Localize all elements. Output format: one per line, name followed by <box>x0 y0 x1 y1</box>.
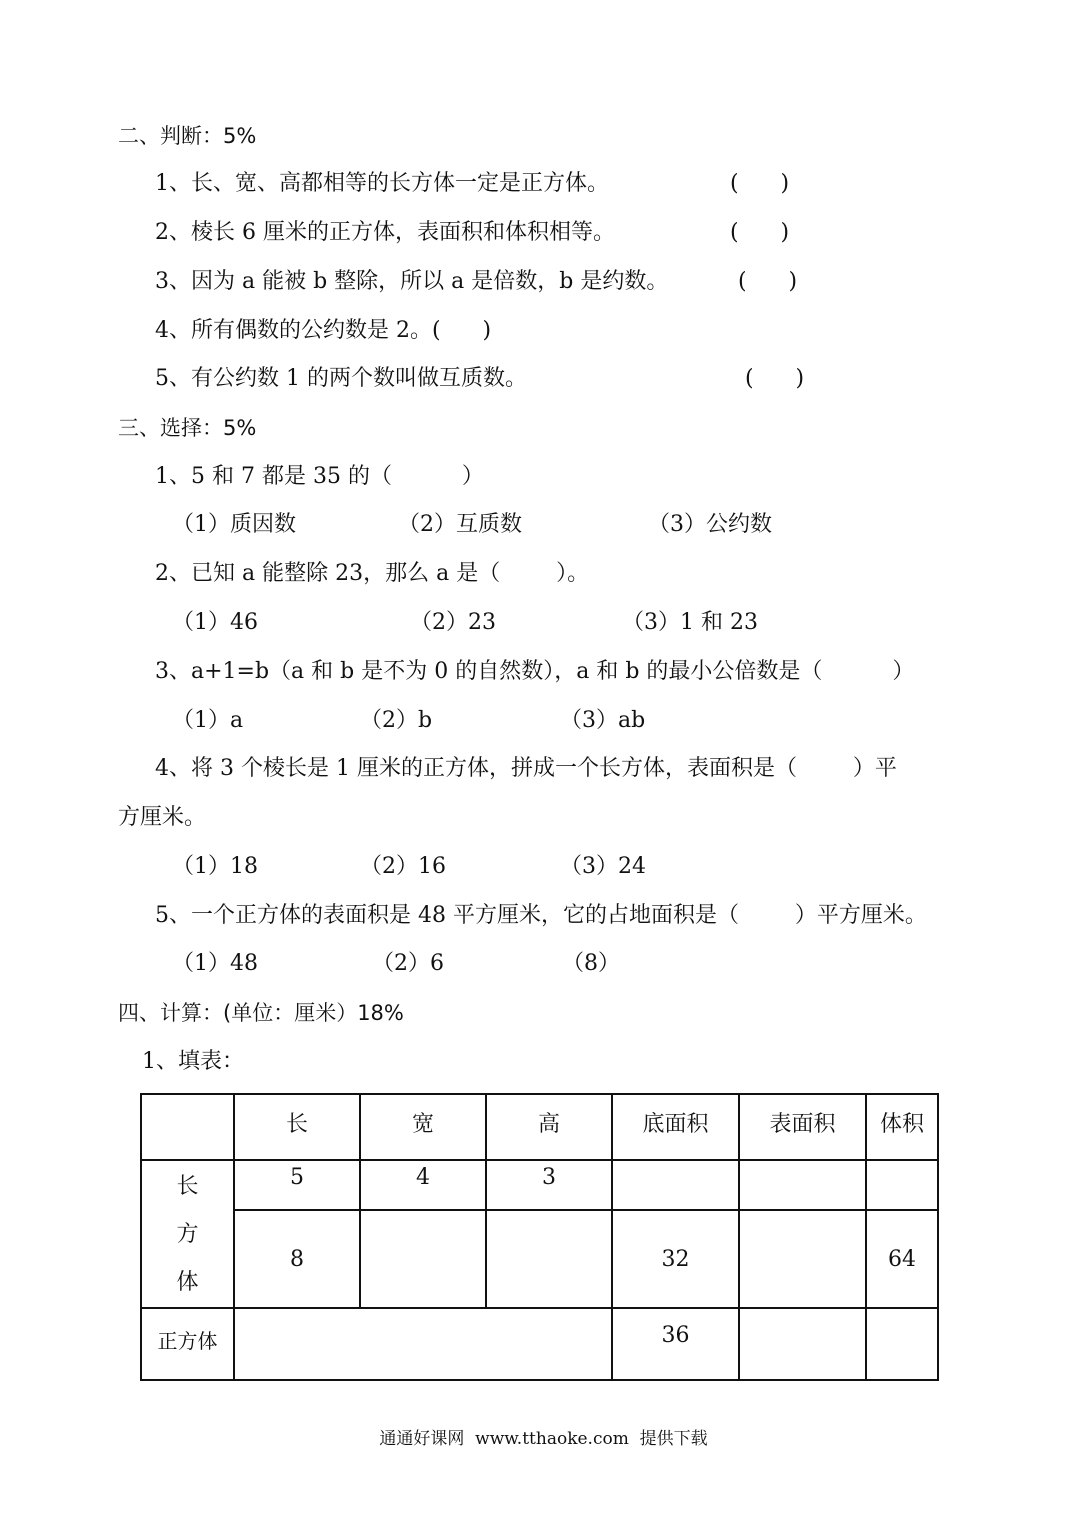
cuboid1-length: 5 <box>234 1160 360 1210</box>
cuboid2-surface-area[interactable] <box>739 1210 866 1308</box>
header-base-area: 底面积 <box>612 1094 739 1160</box>
cuboid-group-label <box>141 1160 234 1308</box>
cuboid2-base-area: 32 <box>612 1210 739 1308</box>
judge-item-2: 2、棱长 6 厘米的正方体，表面积和体积相等。 <box>155 220 615 245</box>
cuboid2-width[interactable] <box>360 1210 486 1308</box>
cuboid1-width: 4 <box>360 1160 486 1210</box>
header-volume: 体积 <box>866 1094 938 1160</box>
cube-dimensions[interactable] <box>234 1308 612 1380</box>
choice-q2-option-3[interactable]: （3）1 和 23 <box>622 610 758 635</box>
cuboid-label-char-2: 方 <box>176 1222 199 1247</box>
fill-table <box>140 1093 939 1381</box>
choice-q3-option-2[interactable]: （2）b <box>360 708 433 733</box>
cuboid2-height[interactable] <box>486 1210 612 1308</box>
cube-base-area: 36 <box>612 1308 739 1380</box>
header-width: 宽 <box>360 1094 486 1160</box>
judge-answer-3[interactable]: ( ) <box>738 269 798 294</box>
judge-answer-1[interactable]: ( ) <box>730 171 790 196</box>
judge-answer-5[interactable]: ( ) <box>745 366 805 391</box>
judge-answer-2[interactable]: ( ) <box>730 220 790 245</box>
choice-q2-option-2[interactable]: （2）23 <box>410 610 496 635</box>
choice-q4-continued: 方厘米。 <box>118 805 207 830</box>
cube-volume[interactable] <box>866 1308 938 1380</box>
judge-item-4: 4、所有偶数的公约数是 2。( ) <box>155 318 492 343</box>
header-surface-area: 表面积 <box>739 1094 866 1160</box>
fill-table-instruction: 1、填表： <box>142 1049 244 1074</box>
choice-q1-option-1[interactable]: （1）质因数 <box>172 512 296 537</box>
choice-q3-option-3[interactable]: （3）ab <box>560 708 646 733</box>
judge-item-1: 1、长、宽、高都相等的长方体一定是正方体。 <box>155 171 609 196</box>
table-row <box>141 1210 938 1308</box>
cuboid1-volume[interactable] <box>866 1160 938 1210</box>
choice-q3: 3、a+1=b（a 和 b 是不为 0 的自然数），a 和 b 的最小公倍数是（ ） <box>155 659 915 684</box>
choice-q4-option-3[interactable]: （3）24 <box>560 854 646 879</box>
cuboid-label-char-3: 体 <box>176 1270 199 1295</box>
cube-surface-area[interactable] <box>739 1308 866 1380</box>
choice-q5-option-2[interactable]: （2）6 <box>372 951 444 976</box>
section-3-title: 三、选择：5% <box>118 416 257 440</box>
choice-q4-option-2[interactable]: （2）16 <box>360 854 446 879</box>
cuboid1-height: 3 <box>486 1160 612 1210</box>
choice-q1-option-3[interactable]: （3）公约数 <box>648 512 772 537</box>
cube-label: 正方体 <box>141 1308 234 1380</box>
header-height: 高 <box>486 1094 612 1160</box>
judge-item-5: 5、有公约数 1 的两个数叫做互质数。 <box>155 366 527 391</box>
choice-q4: 4、将 3 个棱长是 1 厘米的正方体，拼成一个长方体，表面积是（ ）平 <box>155 756 897 781</box>
choice-q5-option-1[interactable]: （1）48 <box>172 951 258 976</box>
page-footer: 通通好课网 www.tthaoke.com 提供下载 <box>379 1429 708 1449</box>
table-header-row <box>141 1094 938 1160</box>
header-empty-cell <box>141 1094 234 1160</box>
cuboid1-base-area[interactable] <box>612 1160 739 1210</box>
header-length: 长 <box>234 1094 360 1160</box>
choice-q3-option-1[interactable]: （1）a <box>172 708 244 733</box>
table-row <box>141 1160 938 1210</box>
cuboid-label-char-1: 长 <box>176 1174 199 1199</box>
cuboid2-length: 8 <box>234 1210 360 1308</box>
judge-item-3: 3、因为 a 能被 b 整除，所以 a 是倍数，b 是约数。 <box>155 269 669 294</box>
table-row <box>141 1308 938 1380</box>
choice-q2-option-1[interactable]: （1）46 <box>172 610 258 635</box>
section-4-title: 四、计算：(单位：厘米）18% <box>118 1001 404 1025</box>
choice-q1-option-2[interactable]: （2）互质数 <box>398 512 522 537</box>
choice-q4-option-1[interactable]: （1）18 <box>172 854 258 879</box>
cuboid2-volume: 64 <box>866 1210 938 1308</box>
choice-q2: 2、已知 a 能整除 23，那么 a 是（ ）。 <box>155 561 590 586</box>
cuboid1-surface-area[interactable] <box>739 1160 866 1210</box>
section-2-title: 二、判断：5% <box>118 124 257 148</box>
choice-q5: 5、一个正方体的表面积是 48 平方厘米，它的占地面积是（ ）平方厘米。 <box>155 903 927 928</box>
choice-q1: 1、5 和 7 都是 35 的（ ） <box>155 464 484 489</box>
choice-q5-option-3[interactable]: （8） <box>562 951 620 976</box>
